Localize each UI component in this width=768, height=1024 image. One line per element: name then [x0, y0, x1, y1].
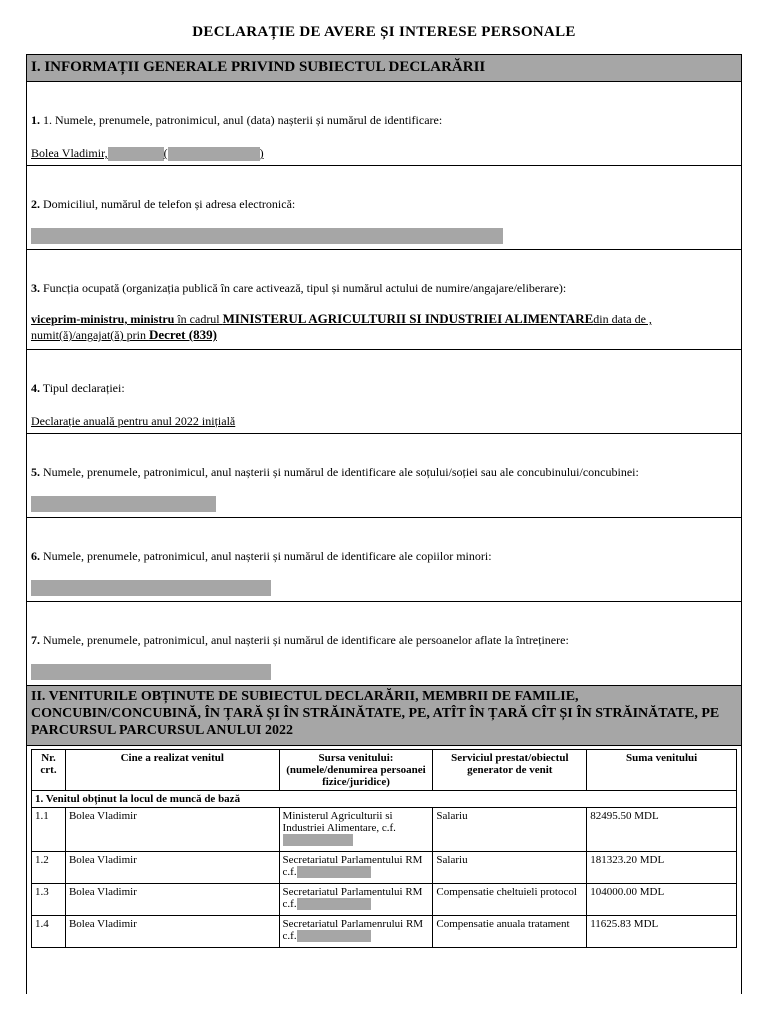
question-2: 2. Domiciliul, numărul de telefon și adresa electronică: — [31, 197, 296, 211]
row-who: Bolea Vladimir — [65, 808, 279, 852]
row-amount: 181323.20 MDL — [587, 852, 737, 884]
redacted-year — [108, 147, 164, 161]
question-1: 1. 1. Numele, prenumele, patronimicul, anul (data) nașterii și numărul de identificare: — [31, 113, 443, 127]
redacted-fiscal-code — [297, 866, 371, 878]
row-nr: 1.4 — [32, 916, 66, 948]
income-subheader-row — [32, 791, 737, 808]
row-amount: 11625.83 MDL — [587, 916, 737, 948]
col-nr: Nr. crt. — [32, 750, 66, 791]
row-who: Bolea Vladimir — [65, 852, 279, 884]
table-row — [32, 852, 737, 884]
question-6: 6. Numele, prenumele, patronimicul, anul nașterii și numărul de identificare ale copiilor minori: — [31, 549, 492, 563]
question-3-act: numit(ă)/angajat(ă) prin Decret (839) — [31, 327, 217, 342]
table-row — [32, 808, 737, 852]
row-who: Bolea Vladimir — [65, 916, 279, 948]
row-service: Salariu — [433, 808, 587, 852]
row-amount: 104000.00 MDL — [587, 884, 737, 916]
redacted-fiscal-code — [297, 930, 371, 942]
question-1-row — [27, 82, 741, 166]
redacted-children — [31, 580, 271, 596]
redacted-dependents — [31, 664, 271, 680]
table-row — [32, 884, 737, 916]
income-table — [31, 749, 737, 948]
redacted-address — [31, 228, 503, 244]
question-4-answer: Declarație anuală pentru anul 2022 inițială — [31, 414, 236, 428]
row-source: Secretariatul Parlamentului RM c.f. — [279, 852, 433, 884]
redacted-id — [168, 147, 260, 161]
question-3-answer: viceprim-ministru, ministru în cadrul MINISTERUL AGRICULTURII SI INDUSTRIEI ALIMENTAREdin data de , — [31, 311, 652, 326]
income-table-header — [32, 750, 737, 791]
row-service: Salariu — [433, 852, 587, 884]
question-3: 3. Funcția ocupată (organizația publică în care activează, tipul și numărul actului de numire/angajare/eliberare): — [31, 281, 567, 295]
question-7: 7. Numele, prenumele, patronimicul, anul nașterii și numărul de identificare ale persoanelor aflate la întreținere: — [31, 633, 569, 647]
row-nr: 1.2 — [32, 852, 66, 884]
question-5-row — [27, 434, 741, 518]
question-4-row — [27, 350, 741, 434]
row-service: Compensatie anuala tratament — [433, 916, 587, 948]
row-nr: 1.3 — [32, 884, 66, 916]
col-amount: Suma venitului — [587, 750, 737, 791]
row-who: Bolea Vladimir — [65, 884, 279, 916]
col-source: Sursa venitului: (numele/denumirea persoanei fizice/juridice) — [279, 750, 433, 791]
question-6-row — [27, 518, 741, 602]
row-service: Compensatie cheltuieli protocol — [433, 884, 587, 916]
section1-header: I. INFORMAȚII GENERALE PRIVIND SUBIECTUL DECLARĂRII — [27, 55, 741, 82]
document-title: DECLARAȚIE DE AVERE ȘI INTERESE PERSONALE — [192, 24, 576, 40]
row-nr: 1.1 — [32, 808, 66, 852]
question-4: 4. Tipul declarației: — [31, 381, 125, 395]
question-1-answer: Bolea Vladimir, ( ) — [31, 146, 264, 160]
declaration-frame — [26, 54, 742, 994]
row-source: Ministerul Agriculturii si Industriei Alimentare, c.f. — [279, 808, 433, 852]
row-amount: 82495.50 MDL — [587, 808, 737, 852]
row-source: Secretariatul Parlamenrului RM c.f. — [279, 916, 433, 948]
section2-header: II. VENITURILE OBȚINUTE DE SUBIECTUL DECLARĂRII, MEMBRII DE FAMILIE, CONCUBIN/CONCUBINĂ, ÎN ȚARĂ ȘI ÎN STRĂINĂTATE, PE, ATÎT ÎN ȚARĂ CÎT ȘI ÎN STRĂINĂTATE, PE PARCURSUL PARCURSUL ANULUI 2022 — [27, 686, 741, 746]
col-service: Serviciul prestat/obiectul generator de venit — [433, 750, 587, 791]
redacted-fiscal-code — [297, 898, 371, 910]
row-source: Secretariatul Parlamentului RM c.f. — [279, 884, 433, 916]
redacted-spouse — [31, 496, 216, 512]
income-subheader: 1. Venitul obținut la locul de muncă de bază — [32, 791, 737, 808]
question-2-row — [27, 166, 741, 250]
question-7-row — [27, 602, 741, 686]
table-row — [32, 916, 737, 948]
redacted-fiscal-code — [283, 834, 353, 846]
col-who: Cine a realizat venitul — [65, 750, 279, 791]
question-3-row — [27, 250, 741, 350]
question-5: 5. Numele, prenumele, patronimicul, anul nașterii și numărul de identificare ale soțului/soției sau ale concubinului/concubinei: — [31, 465, 639, 479]
